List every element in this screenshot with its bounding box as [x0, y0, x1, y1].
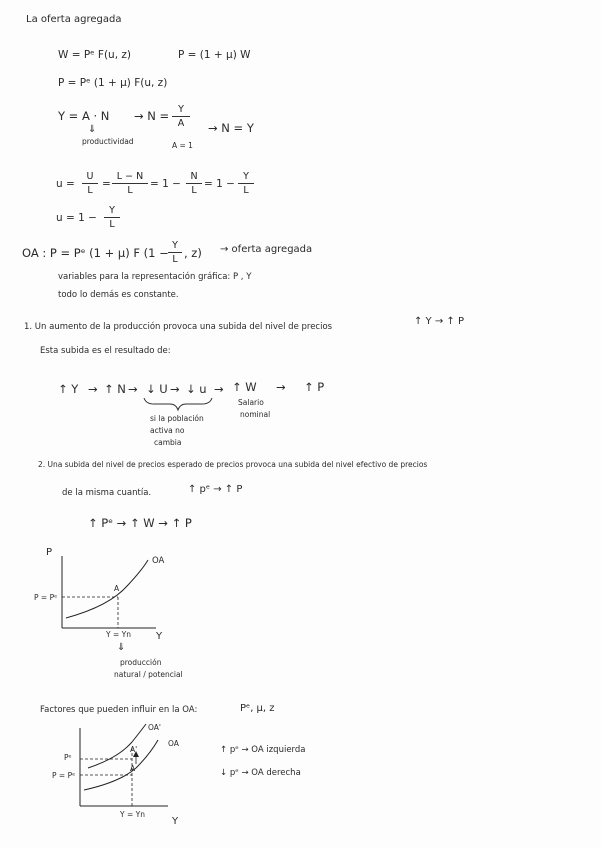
- oa-label: → oferta agregada: [220, 244, 313, 255]
- salary-note-1: Salario: [238, 398, 264, 407]
- item-1-subtitle: Esta subida es el resultado de:: [40, 346, 171, 356]
- down-arrow-icon: ⇓: [117, 642, 126, 653]
- production-arrow: → N =: [134, 109, 170, 123]
- fraction-denominator: L: [109, 219, 115, 230]
- item-2-text: 2. Una subida del nivel de precios esperado de precios provoca una subida del nivel efectivo de precios: [38, 460, 428, 469]
- factors-list: Pᵉ, μ, z: [240, 703, 275, 714]
- graph-1-y-tick: Y = Yn: [106, 630, 131, 639]
- fraction-denominator: L: [87, 185, 93, 196]
- fraction-denominator: L: [191, 185, 197, 196]
- a-equals-one: A = 1: [172, 141, 193, 150]
- chain-arrow: →: [214, 382, 224, 396]
- fraction-numerator: Y: [243, 171, 249, 182]
- salary-note-2: nominal: [240, 410, 271, 419]
- unemployment-lhs: u =: [56, 178, 75, 190]
- graph-1-y-axis: Y: [156, 631, 163, 642]
- fraction-denominator: A: [177, 118, 185, 129]
- fraction-numerator: Y: [172, 240, 178, 251]
- fraction-numerator: Y: [109, 205, 115, 216]
- graph-2-p-tick-1: Pᵉ: [64, 753, 72, 762]
- brace-note-3: cambia: [154, 438, 182, 447]
- chain-2: ↑ Pᵉ → ↑ W → ↑ P: [88, 516, 192, 530]
- equals-sign: =: [102, 178, 111, 190]
- graph-2-point-a-prime: A': [130, 745, 138, 754]
- chain-price-up: ↑ P: [304, 380, 325, 394]
- fraction-denominator: L: [243, 185, 249, 196]
- factors-line: Factores que pueden influir en la OA:: [40, 705, 198, 715]
- chain-arrow: →: [276, 380, 286, 394]
- employment-equals-output: → N = Y: [208, 121, 254, 135]
- item-1-text: 1. Un aumento de la producción provoca una subida del nivel de precios: [24, 322, 333, 332]
- chain-arrow: →: [88, 382, 98, 396]
- brace-note-2: activa no: [150, 426, 185, 435]
- graph-1-p-tick: P = Pᵉ: [34, 593, 58, 602]
- equals-one-minus: = 1 −: [204, 178, 235, 190]
- oa-equation: OA : P = Pᵉ (1 + μ) F (1 −: [22, 246, 169, 260]
- chain-wage-up: ↑ W: [232, 380, 257, 394]
- fraction-numerator: Y: [178, 104, 184, 115]
- graph-2-y-tick: Y = Yn: [120, 810, 145, 819]
- unemployment-simplified: u = 1 −: [56, 212, 97, 224]
- equals-one-minus: = 1 −: [150, 178, 181, 190]
- graph-1-p-axis: P: [46, 547, 53, 558]
- production-equation: Y = A · N: [58, 109, 110, 123]
- graph-2-oa-prime-label: OA': [148, 723, 161, 732]
- price-equation: P = Pᵉ (1 + μ) F(u, z): [58, 77, 168, 89]
- item-1-arrows: ↑ Y → ↑ P: [414, 316, 464, 327]
- item-2-arrows: ↑ pᵉ → ↑ P: [188, 484, 243, 495]
- fraction-numerator: N: [190, 171, 198, 182]
- fraction-denominator: L: [172, 254, 178, 265]
- wage-equation: W = Pᵉ F(u, z): [58, 49, 131, 61]
- chain-arrow: →: [128, 382, 138, 396]
- fraction-numerator: U: [86, 171, 94, 182]
- graph-2-y-axis: Y: [172, 816, 179, 827]
- graph-1-point-a: A: [114, 584, 120, 593]
- shift-right-note: ↓ pᵉ → OA derecha: [220, 768, 301, 778]
- natural-output-note-2: natural / potencial: [114, 670, 183, 679]
- item-2-continuation: de la misma cuantía.: [62, 488, 152, 498]
- chain-unemployed-down: ↓ U: [146, 382, 168, 396]
- chain-rate-down: ↓ u: [186, 382, 207, 396]
- chain-arrow: →: [170, 382, 180, 396]
- graph-2-point-a: A: [130, 764, 136, 773]
- natural-output-note-1: producción: [120, 658, 162, 667]
- oa-equation-end: , z): [184, 246, 202, 260]
- chain-employment-up: ↑ N: [104, 382, 126, 396]
- graph-2-oa-label: OA: [168, 739, 179, 748]
- brace-note-1: si la población: [150, 414, 204, 423]
- shift-left-note: ↑ pᵉ → OA izquierda: [220, 745, 306, 755]
- constant-note: todo lo demás es constante.: [58, 290, 179, 300]
- down-arrow-icon: ⇓: [88, 124, 97, 135]
- markup-equation: P = (1 + μ) W: [178, 49, 251, 61]
- fraction-numerator: L − N: [116, 171, 144, 182]
- graph-1-curve-label: OA: [152, 556, 165, 566]
- graph-2-p-tick-2: P = Pᵉ: [52, 771, 76, 780]
- page-title: La oferta agregada: [26, 14, 122, 25]
- chain-output-up: ↑ Y: [58, 382, 79, 396]
- variables-note: variables para la representación gráfica: P , Y: [58, 272, 252, 282]
- fraction-denominator: L: [127, 185, 133, 196]
- productivity-label: productividad: [82, 137, 134, 146]
